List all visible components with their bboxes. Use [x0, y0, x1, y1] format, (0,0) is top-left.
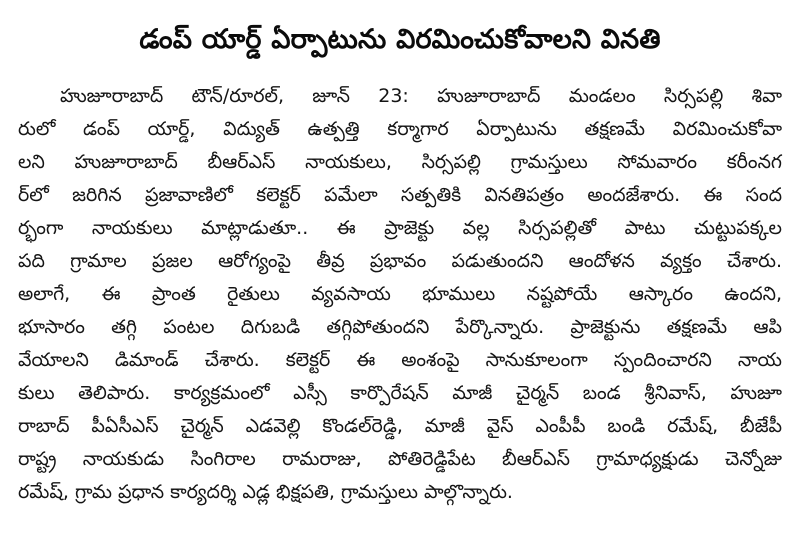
- body-line-3: లని హుజూరాబాద్ బీఆర్ఎస్ నాయకులు, సిర్సపల్లి గ్రామస్తులు సోమవారం కరీంనగ: [18, 151, 782, 173]
- body-line-2: రులో డంప్ యార్డ్, విద్యుత్ ఉత్పత్తి కర్మాగార ఏర్పాటును తక్షణమే విరమించుకోవా: [18, 118, 782, 140]
- body-line-9: వేయాలని డిమాండ్ చేశారు. కలెక్టర్ ఈ అంశంపై సానుకూలంగా స్పందించారని నాయ: [18, 349, 782, 371]
- body-line-4: ర్‌లో జరిగిన ప్రజావాణిలో కలెక్టర్ పమేలా సత్పతికి వినతిపత్రం అందజేశారు. ఈ సంద: [18, 184, 782, 206]
- body-line-11: రాబాద్ పీఏసీఎస్ చైర్మన్ ఎడవెల్లి కొండల్‌రెడ్డి, మాజీ వైస్ ఎంపీపీ బండి రమేష్, బీజేపీ: [18, 415, 782, 437]
- body-line-13: రమేష్, గ్రామ ప్రధాన కార్యదర్శి ఎడ్ల భిక్షపతి, గ్రామస్తులు పాల్గొన్నారు.: [18, 481, 513, 503]
- body-line-7: అలాగే, ఈ ప్రాంత రైతులు వ్యవసాయ భూములు నష్టపోయే ఆస్కారం ఉందని,: [18, 283, 782, 305]
- body-line-10: కులు తెలిపారు. కార్యక్రమంలో ఎస్సీ కార్పొరేషన్ మాజీ చైర్మన్ బండ శ్రీనివాస్, హుజూ: [18, 382, 782, 404]
- body-line-1: హుజూరాబాద్ టౌన్/రూరల్, జూన్ 23: హుజూరాబాద్ మండలం సిర్సపల్లి శివా: [60, 85, 782, 107]
- body-line-12: రాష్ట్ర నాయకుడు సింగిరాల రామరాజు, పోతిరెడ్డిపేట బీఆర్ఎస్ గ్రామాధ్యక్షుడు చెన్నోజు: [18, 448, 782, 470]
- article-body: [18, 72, 782, 509]
- body-line-6: పది గ్రామాల ప్రజల ఆరోగ్యంపై తీవ్ర ప్రభావం పడుతుందని ఆందోళన వ్యక్తం చేశారు.: [18, 250, 782, 272]
- headline: డంప్ యార్డ్ ఏర్పాటును విరమించుకోవాలని వినతి: [139, 24, 661, 55]
- body-line-5: ర్భంగా నాయకులు మాట్లాడుతూ.. ఈ ప్రాజెక్టు వల్ల సిర్సపల్లితో పాటు చుట్టుపక్కల: [18, 217, 782, 239]
- body-line-8: భూసారం తగ్గి పంటల దిగుబడి తగ్గిపోతుందని పేర్కొన్నారు. ప్రాజెక్టును తక్షణమే ఆపి: [18, 316, 782, 338]
